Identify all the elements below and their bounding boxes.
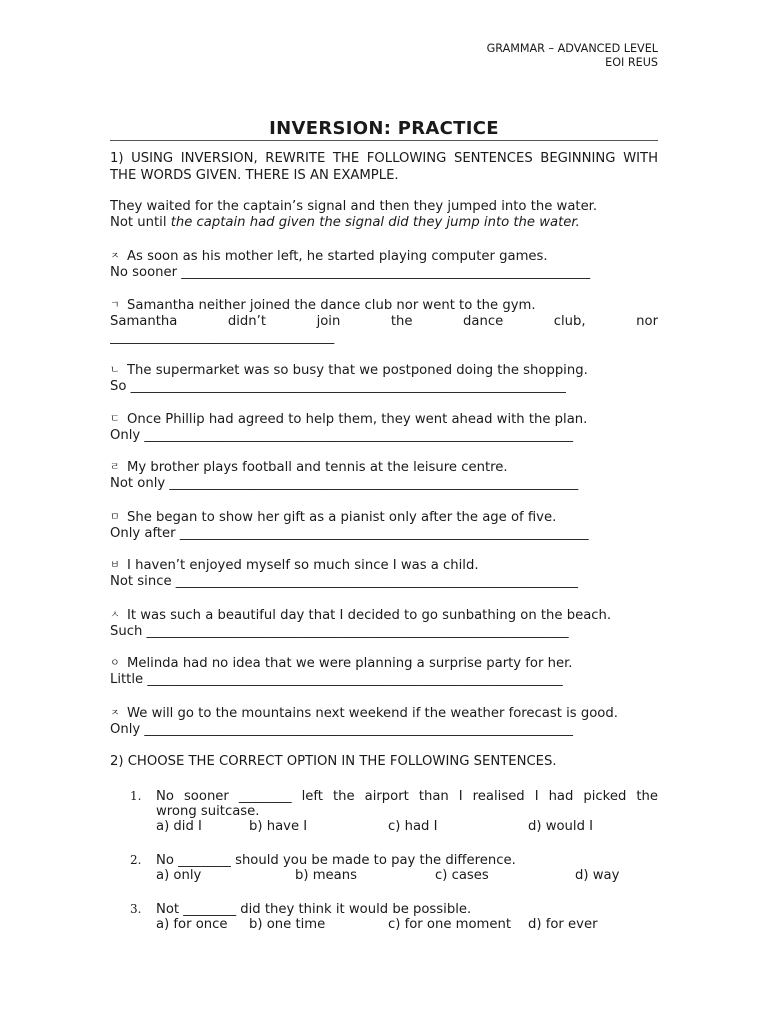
item-start: Little	[110, 672, 144, 687]
mcq-number: 3.	[130, 902, 142, 916]
item-marker: ㅅ	[110, 610, 120, 621]
answer-line[interactable]: __________________________________________________________________	[130, 379, 566, 394]
item-sentence: I haven’t enjoyed myself so much since I was a child.	[127, 558, 479, 573]
item-marker: ㅈ	[110, 251, 120, 262]
option-d[interactable]: d) for ever	[528, 917, 598, 932]
item-sentence: Melinda had no idea that we were planning a surprise party for her.	[127, 656, 573, 671]
course-level: GRAMMAR – ADVANCED LEVEL	[486, 42, 658, 55]
option-d[interactable]: d) way	[575, 868, 620, 883]
item-sentence: Samantha neither joined the dance club nor went to the gym.	[127, 298, 536, 313]
answer-line[interactable]: ______________________________________________________________	[169, 476, 579, 491]
item-start: No sooner	[110, 265, 178, 280]
section1-instructions: 1) USING INVERSION, REWRITE THE FOLLOWING SENTENCES BEGINNING WITH THE WORDS GIVEN. THERE IS AN EXAMPLE.	[110, 151, 658, 183]
item-marker: ㅂ	[110, 560, 120, 571]
answer-line[interactable]: _____________________________________________________________	[175, 574, 578, 589]
exercise-item	[110, 510, 658, 542]
item-marker: ㅇ	[110, 658, 120, 669]
answer-line[interactable]: ______________________________________________________________	[181, 265, 591, 280]
item-start: Only after	[110, 526, 176, 541]
example-answer	[110, 215, 658, 231]
mcq-item	[130, 789, 658, 834]
worksheet-title: INVERSION: PRACTICE	[269, 118, 499, 139]
mcq-stem: No sooner ________ left the airport than I realised I had picked the	[156, 789, 658, 804]
answer-line[interactable]: _________________________________________________________________	[144, 722, 574, 737]
exercise-item	[110, 558, 658, 590]
item-marker: ㄹ	[110, 462, 120, 473]
mcq-item	[130, 853, 658, 883]
section2-instructions: 2) CHOOSE THE CORRECT OPTION IN THE FOLLOWING SENTENCES.	[110, 754, 557, 769]
option-b[interactable]: b) have I	[249, 819, 308, 834]
exercise-item	[110, 460, 658, 492]
item-start: Only	[110, 722, 141, 737]
exercise-item	[110, 298, 658, 346]
option-c[interactable]: c) cases	[435, 868, 489, 883]
example-start: Not until	[110, 215, 167, 230]
item-marker: ㅁ	[110, 512, 120, 523]
item-marker: ㅈ	[110, 708, 120, 719]
option-c[interactable]: c) had I	[388, 819, 438, 834]
document-header	[487, 42, 658, 70]
example-block	[110, 199, 658, 231]
item-start: Samantha didn’t join the dance club, nor	[110, 314, 658, 329]
item-start: So	[110, 379, 127, 394]
option-a[interactable]: a) did I	[156, 819, 202, 834]
mcq-number: 1.	[130, 789, 142, 803]
mcq-item	[130, 902, 658, 932]
item-marker: ㄱ	[110, 300, 120, 311]
item-sentence: It was such a beautiful day that I decided to go sunbathing on the beach.	[127, 608, 612, 623]
exercise-item	[110, 656, 658, 688]
item-marker: ㄷ	[110, 414, 120, 425]
item-start: Not only	[110, 476, 166, 491]
exercise-item	[110, 706, 658, 738]
answer-line[interactable]: _______________________________________________________________	[147, 672, 563, 687]
mcq-stem: No ________ should you be made to pay the difference.	[156, 853, 516, 868]
option-b[interactable]: b) one time	[249, 917, 326, 932]
item-start: Only	[110, 428, 141, 443]
option-a[interactable]: a) for once	[156, 917, 228, 932]
mcq-number: 2.	[130, 853, 142, 867]
option-c[interactable]: c) for one moment	[388, 917, 512, 932]
item-start: Not since	[110, 574, 172, 589]
answer-line[interactable]: __________________________________	[110, 330, 335, 345]
mcq-options	[156, 819, 658, 834]
title-underline	[110, 140, 658, 141]
mcq-options	[156, 917, 658, 932]
item-start: Such	[110, 624, 143, 639]
option-d[interactable]: d) would I	[528, 819, 594, 834]
mcq-options	[156, 868, 658, 883]
answer-line[interactable]: _________________________________________________________________	[144, 428, 574, 443]
answer-line[interactable]: ________________________________________________________________	[146, 624, 569, 639]
item-sentence: As soon as his mother left, he started playing computer games.	[127, 249, 548, 264]
item-sentence: The supermarket was so busy that we postponed doing the shopping.	[127, 363, 588, 378]
exercise-item	[110, 363, 658, 395]
example-rewrite: the captain had given the signal did they jump into the water.	[170, 215, 580, 230]
mcq-stem-continued: wrong suitcase.	[156, 804, 260, 819]
item-sentence: She began to show her gift as a pianist only after the age of five.	[127, 510, 557, 525]
option-b[interactable]: b) means	[295, 868, 357, 883]
example-sentence: They waited for the captain’s signal and then they jumped into the water.	[110, 199, 598, 214]
school-name: EOI REUS	[605, 56, 658, 69]
item-sentence: My brother plays football and tennis at the leisure centre.	[127, 460, 508, 475]
item-sentence: We will go to the mountains next weekend if the weather forecast is good.	[127, 706, 618, 721]
option-a[interactable]: a) only	[156, 868, 202, 883]
exercise-item	[110, 412, 658, 444]
answer-line[interactable]: ______________________________________________________________	[179, 526, 589, 541]
item-sentence: Once Phillip had agreed to help them, they went ahead with the plan.	[127, 412, 588, 427]
exercise-item	[110, 249, 658, 281]
item-marker: ㄴ	[110, 365, 120, 376]
mcq-stem: Not ________ did they think it would be possible.	[156, 902, 472, 917]
exercise-item	[110, 608, 658, 640]
